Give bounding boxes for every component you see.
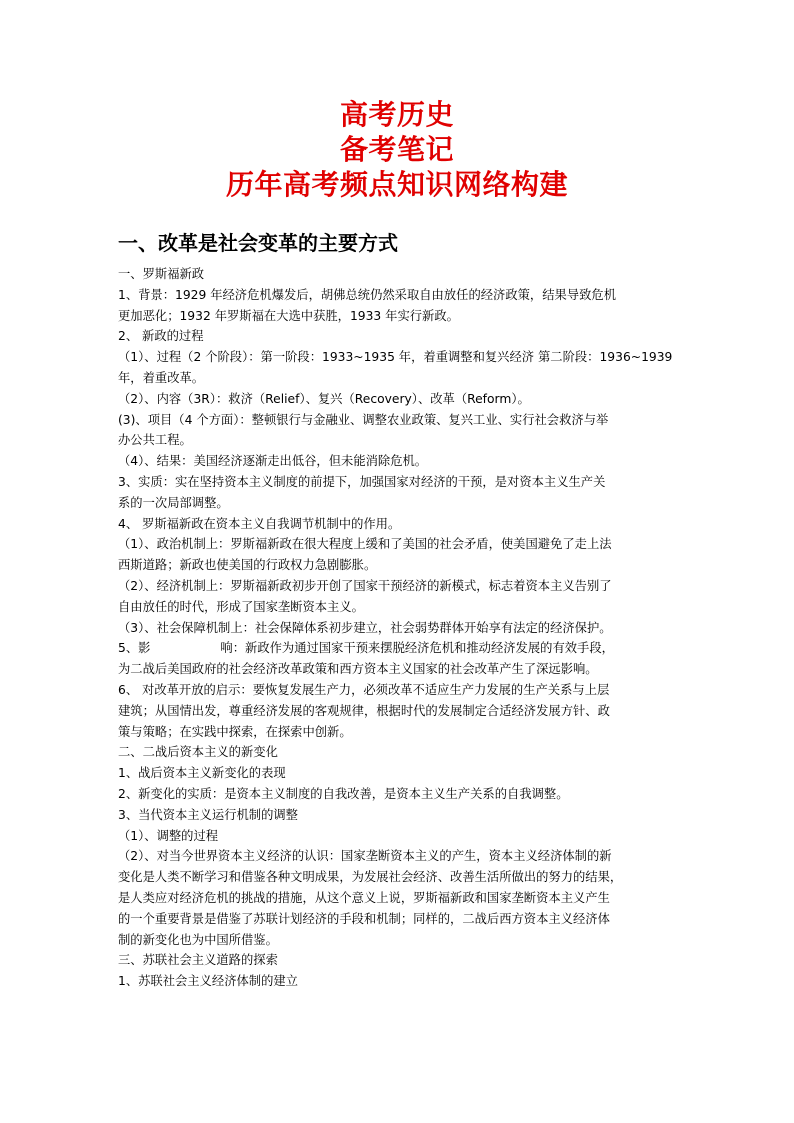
text-line: 三、苏联社会主义道路的探索 xyxy=(118,953,278,968)
text-line: 建筑；从国情出发，尊重经济发展的客观规律，根据时代的发展制定合适经济发展方针、政 xyxy=(118,703,610,718)
text-line: 6、 对改革开放的启示：要恢复发展生产力，必须改革不适应生产力发展的生产关系与上层 xyxy=(118,682,610,697)
text-line: 是人类应对经济危机的挑战的措施，从这个意义上说，罗斯福新政和国家垄断资本主义产生 xyxy=(118,890,610,905)
text-line: 制的新变化也为中国所借鉴。 xyxy=(118,932,278,947)
title-block xyxy=(0,97,794,202)
text-line: 1、苏联社会主义经济体制的建立 xyxy=(118,974,298,989)
text-line: （4）、结果：美国经济逐渐走出低谷，但未能消除危机。 xyxy=(118,454,428,469)
text-line: （1）、过程（2 个阶段）：第一阶段：1933~1935 年，着重调整和复兴经济 第二阶段：1936~1939 xyxy=(118,350,673,365)
title-line-2: 备考笔记 xyxy=(339,133,454,166)
text-line-split xyxy=(118,638,678,659)
text-line: 一、罗斯福新政 xyxy=(118,267,205,281)
text-line: （1）、调整的过程 xyxy=(118,828,219,843)
text-line: 系的一次局部调整。 xyxy=(118,495,229,510)
text-line: 2、新变化的实质：是资本主义制度的自我改善，是资本主义生产关系的自我调整。 xyxy=(118,786,569,801)
text-line: 3、当代资本主义运行机制的调整 xyxy=(118,807,298,822)
text-line: 为二战后美国政府的社会经济改革政策和西方资本主义国家的社会改革产生了深远影响。 xyxy=(118,662,598,677)
text-fragment: 响：新政作为通过国家干预来摆脱经济危机和推动经济发展的有效手段， xyxy=(220,641,614,656)
text-line: （3）、社会保障机制上：社会保障体系初步建立，社会弱势群体开始享有法定的经济保护。 xyxy=(118,620,612,635)
text-line: （2）、内容（3R）：救济（Relief）、复兴（Recovery）、改革（Reform）。 xyxy=(118,391,530,406)
text-line: （1）、政治机制上：罗斯福新政在很大程度上缓和了美国的社会矛盾，使美国避免了走上法 xyxy=(118,537,612,552)
text-line: 办公共工程。 xyxy=(118,433,192,448)
text-line: 自由放任的时代，形成了国家垄断资本主义。 xyxy=(118,599,364,614)
text-line: （2）、对当今世界资本主义经济的认识：国家垄断资本主义的产生，资本主义经济体制的新 xyxy=(118,849,612,864)
text-line: 1、背景：1929 年经济危机爆发后，胡佛总统仍然采取自由放任的经济政策，结果导致危机 xyxy=(118,287,617,302)
text-line: 二、二战后资本主义的新变化 xyxy=(118,745,278,760)
title-line-1: 高考历史 xyxy=(339,98,454,131)
text-line: 年，着重改革。 xyxy=(118,370,205,385)
text-line: 1、战后资本主义新变化的表现 xyxy=(118,766,286,781)
text-line: 西斯道路；新政也使美国的行政权力急剧膨胀。 xyxy=(118,558,377,573)
text-line: （2）、经济机制上：罗斯福新政初步开创了国家干预经济的新模式，标志着资本主义告别了 xyxy=(118,578,612,593)
section-heading: 一、改革是社会变革的主要方式 xyxy=(118,231,398,255)
text-line: 2、 新政的过程 xyxy=(118,329,204,344)
title-line-3: 历年高考频点知识网络构建 xyxy=(225,168,568,201)
text-line: 3、实质：实在坚持资本主义制度的前提下，加强国家对经济的干预，是对资本主义生产关 xyxy=(118,474,606,489)
text-line: (3)、项目（4 个方面）：整顿银行与金融业、调整农业政策、复兴工业、实行社会救济与举 xyxy=(118,412,609,427)
text-line: 的一个重要背景是借鉴了苏联计划经济的手段和机制；同样的，二战后西方资本主义经济体 xyxy=(118,911,610,926)
body-text xyxy=(118,264,678,992)
text-fragment: 5、影 xyxy=(118,641,151,656)
text-line: 4、 罗斯福新政在资本主义自我调节机制中的作用。 xyxy=(118,516,401,531)
text-line: 变化是人类不断学习和借鉴各种文明成果，为发展社会经济、改善生活所做出的努力的结果， xyxy=(118,870,623,885)
text-line: 策与策略；在实践中探索，在探索中创新。 xyxy=(118,724,352,739)
text-line: 更加恶化；1932 年罗斯福在大选中获胜，1933 年实行新政。 xyxy=(118,308,459,323)
